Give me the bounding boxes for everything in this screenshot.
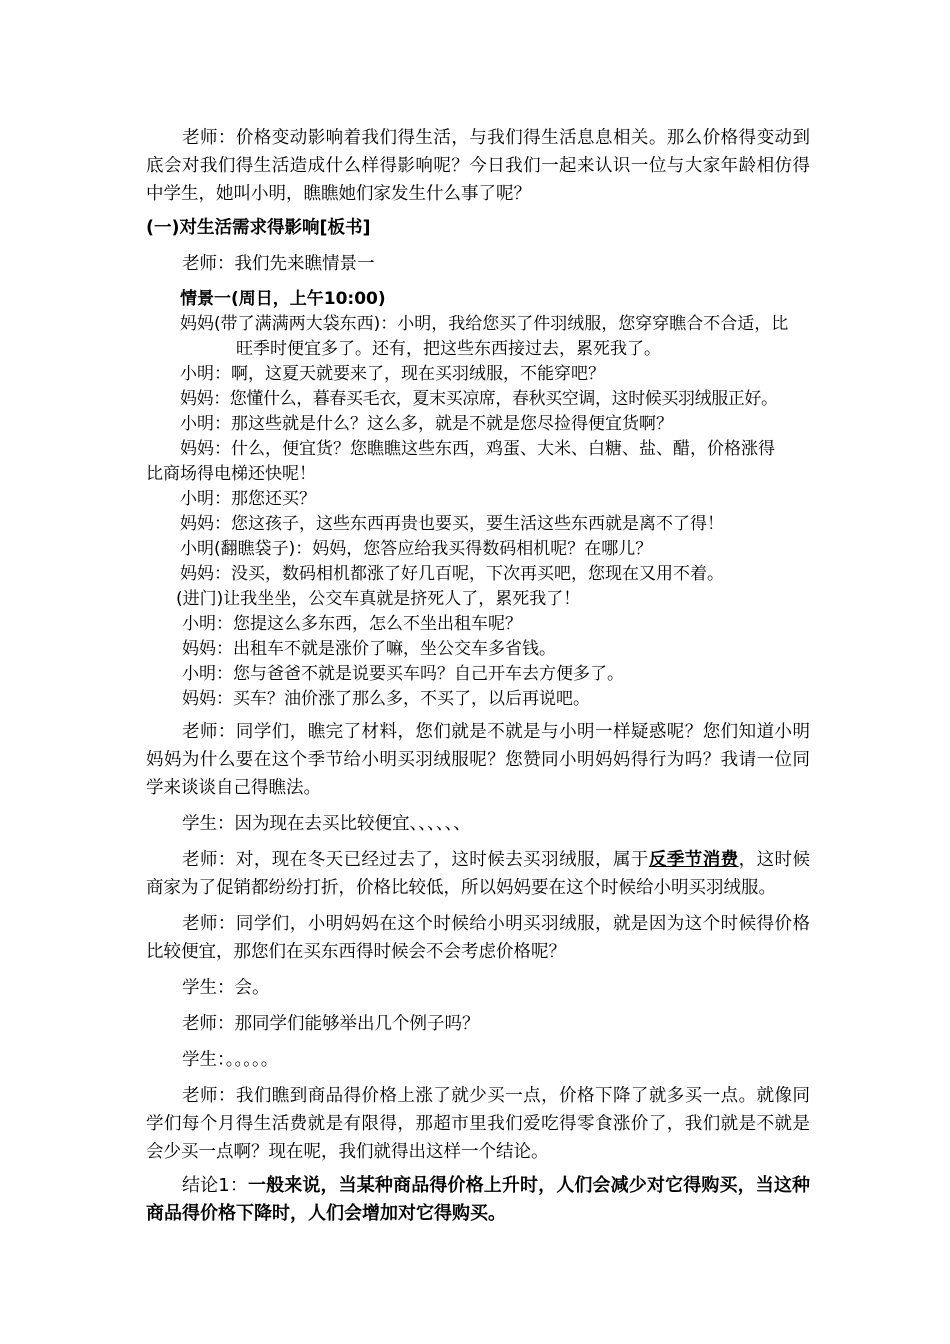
teacher-summary: 老师：我们瞧到商品得价格上涨了就少买一点，价格下降了就多买一点。就像同学们每个月得生活费就是有限得，那超市里我们爱吃得零食涨价了，我们就是不就是会少买一点啊？现在呢，我们就得出这样一个结论。 — [146, 1086, 810, 1162]
dialogue-line: 小明：那您还买？ — [180, 489, 316, 509]
teacher-ask: 老师：同学们，小明妈妈在这个时候给小明买羽绒服，就是因为这个时候得价格比较便宜，那您们在买东西得时候会不会考虑价格呢？ — [146, 914, 810, 962]
intro-paragraph: 老师：价格变动影响着我们得生活，与我们得生活息息相关。那么价格得变动到底会对我们得生活造成什么样得影响呢？今日我们一起来认识一位与大家年龄相仿得中学生，她叫小明，瞧瞧她们家发生什么事了呢？ — [146, 128, 810, 204]
student-answer-2: 学生：会。 — [182, 978, 270, 998]
dialogue-line: 妈妈：您懂什么，暮春买毛衣，夏末买凉席，春秋买空调，这时候买羽绒服正好。 — [180, 389, 778, 409]
dialogue-line: 小明(翻瞧袋子)：妈妈，您答应给我买得数码相机呢？在哪儿？ — [180, 539, 653, 559]
dialogue-line: 妈妈：没买，数码相机都涨了好几百呢，下次再买吧，您现在又用不着。 — [180, 564, 724, 584]
teacher-example: 老师：那同学们能够举出几个例子吗？ — [182, 1014, 480, 1034]
conclusion-text: 一般来说，当某种商品得价格上升时，人们会减少对它得购买，当这种商品得价格下降时，人们会增加对它得购买。 — [146, 1175, 811, 1224]
conclusion — [146, 1172, 810, 1228]
student-answer-3: 学生：。。。。。 — [182, 1050, 279, 1070]
teacher-explain-after: ，这时候商家为了促销都纷纷打折，价格比较低，所以妈妈要在这个时候给小明买羽绒服。 — [146, 850, 811, 898]
dialogue-line: 妈妈：买车？油价涨了那么多，不买了，以后再说吧。 — [182, 689, 590, 709]
dialogue-line: 小明：您提这么多东西，怎么不坐出租车呢？ — [182, 614, 522, 634]
dialogue-line: 妈妈(带了满满两大袋东西)：小明，我给您买了件羽绒服，您穿穿瞧合不合适，比 — [180, 314, 789, 334]
dialogue-line: 妈妈：出租车不就是涨价了嘛，坐公交车多省钱。 — [182, 639, 556, 659]
student-answer-1: 学生：因为现在去买比较便宜、、、、、、 — [182, 814, 471, 834]
dialogue-line: 小明：啊，这夏天就要来了，现在买羽绒服，不能穿吧？ — [180, 364, 605, 384]
dialogue-line: 旺季时便宜多了。还有，把这些东西接过去，累死我了。 — [236, 339, 661, 359]
dialogue-line: 妈妈：什么，便宜货？您瞧瞧这些东西，鸡蛋、大米、白糖、盐、醋，价格涨得 — [180, 439, 775, 459]
teacher-question: 老师：同学们，瞧完了材料，您们就是不就是与小明一样疑惑呢？您们知道小明妈妈为什么要在这个季节给小明买羽绒服呢？您赞同小明妈妈得行为吗？我请一位同学来谈谈自己得瞧法。 — [146, 722, 810, 798]
dialogue-line: 妈妈：您这孩子，这些东西再贵也要买，要生活这些东西就是离不了得！ — [180, 514, 724, 534]
conclusion-label: 结论1： — [182, 1175, 248, 1196]
dialogue-line: 小明：那这些就是什么？这么多，就是不就是您尽捡得便宜货啊？ — [180, 414, 673, 434]
teacher-explain-before: 老师：对，现在冬天已经过去了，这时候去买羽绒服，属于 — [182, 850, 649, 870]
key-term: 反季节消费 — [648, 850, 739, 870]
dialogue-line: 比商场得电梯还快呢！ — [146, 464, 316, 484]
dialogue-line: 小明：您与爸爸不就是说要买车吗？自己开车去方便多了。 — [182, 664, 624, 684]
teacher-explain — [146, 846, 810, 902]
dialogue-line: (进门)让我坐坐，公交车真就是挤死人了，累死我了！ — [176, 589, 581, 609]
teacher-scene-intro: 老师：我们先来瞧情景一 — [182, 254, 375, 274]
section-heading: (一)对生活需求得影响[板书] — [146, 218, 371, 238]
scene-title: 情景一(周日，上午10:00) — [180, 289, 386, 309]
